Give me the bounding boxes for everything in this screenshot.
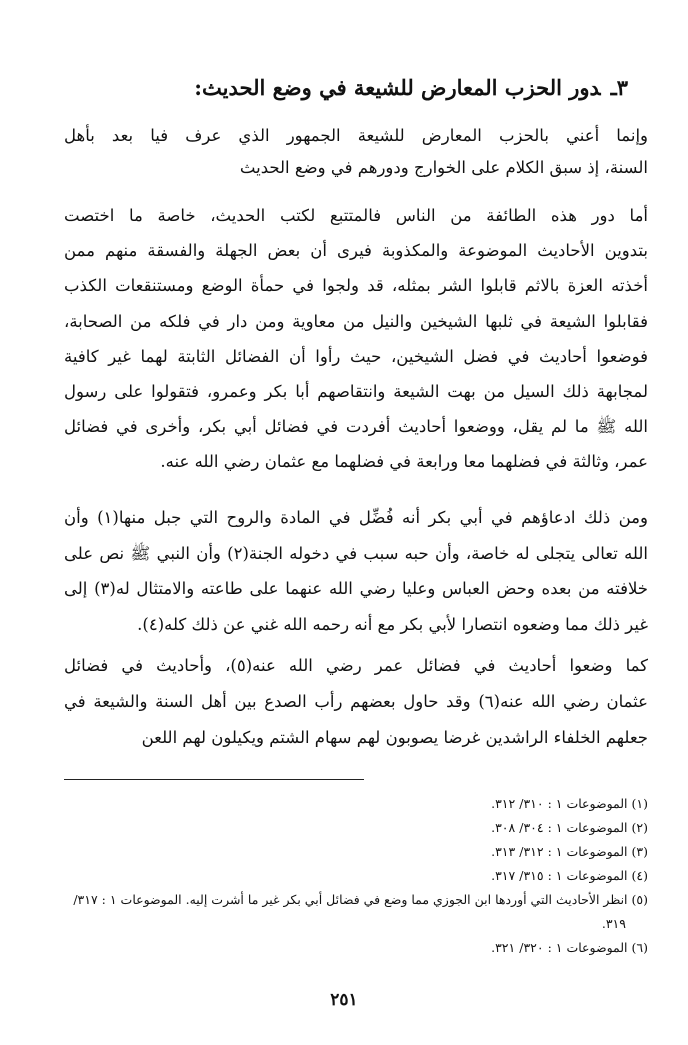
text-line: الله تعالى يتجلى له خاصة، وأن حبه سبب في دخوله الجنة(٢) وأن النبي ﷺ نص على: [64, 543, 648, 563]
text-line: السنة، إذ سبق الكلام على الخوارج ودورهم في وضع الحديث: [239, 158, 648, 177]
footnote: (٤) الموضوعات ١ : ٣١٥/ ٣١٧.: [491, 868, 648, 883]
footnote: (٣) الموضوعات ١ : ٣١٢/ ٣١٣.: [491, 844, 648, 859]
footnote: (٦) الموضوعات ١ : ٣٢٠/ ٣٢١.: [491, 940, 648, 955]
text-line: ومن ذلك ادعاؤهم في أبي بكر أنه فُضِّل في المادة والروح التي جبل منها(١) وأن: [64, 508, 648, 527]
footnote: (١) الموضوعات ١ : ٣١٠/ ٣١٢.: [491, 796, 648, 811]
text-line: خلافته من بعده وحض العباس وعليا رضي الله عنهما على طاعته والامتثال له(٣) إلى: [64, 579, 648, 598]
text-line: الله ﷺ ما لم يقل، ووضعوا أحاديث أفردت في فضائل أبي بكر، وأخرى في فضائل: [64, 417, 648, 437]
text-line: جعلهم الخلفاء الراشدين غرضا يصوبون لهم سهام الشتم ويكيلون لهم اللعن: [141, 728, 648, 747]
paragraph-1: [64, 120, 648, 184]
paragraph-3: [64, 500, 648, 642]
text-line: وإنما أعني بالحزب المعارض للشيعة الجمهور الذي عرف فيا بعد بأهل: [64, 126, 648, 145]
footnote: (٢) الموضوعات ١ : ٣٠٤/ ٣٠٨.: [491, 820, 648, 835]
paragraph-4: [64, 648, 648, 756]
text-line: أخذته العزة بالاثم قابلوا الشر بمثله، قد ولجوا في حمأة الوضع ومستنقعات الكذب: [64, 276, 648, 296]
page-number: ٢٥١: [330, 990, 358, 1010]
text-line: كما وضعوا أحاديث في فضائل عمر رضي الله عنه(٥)، وأحاديث في فضائل: [64, 656, 648, 675]
section-heading: [120, 70, 628, 106]
text-line: فوضعوا أحاديث في فضل الشيخين، حيث رأوا أن الفضائل الثابتة لهما غير كافية: [64, 346, 648, 366]
footnote-continuation: ٣١٩.: [601, 916, 626, 931]
text-line: لمجابهة ذلك السيل من بهت الشيعة وانتقاصهم أبا بكر وعمرو، فتقولوا على رسول: [64, 382, 648, 402]
text-line: أما دور هذه الطائفة من الناس فالمتتبع لكتب الحديث، خاصة ما اختصت: [64, 206, 648, 225]
paragraph-2: [64, 198, 648, 480]
footnotes: [40, 792, 648, 960]
text-line: فقابلوا الشيعة في ثلبها الشيخين والنيل من معاوية ومن دار في فلكه من الصحابة،: [64, 311, 648, 331]
text-line: عثمان رضي الله عنه(٦) وقد حاول بعضهم رأب الصدع بين أهل السنة والشيعة في: [64, 692, 648, 711]
text-line: بتدوين الأحاديث الموضوعة والمكذوبة فيرى أن بعض الجهلة والفسقة منهم ممن: [64, 241, 648, 261]
footnote: (٥) انظر الأحاديث التي أوردها ابن الجوزي مما وضع في فضائل أبي بكر غير ما أشرت إليه. الموضوعات ١ : ٣١٧/: [73, 892, 648, 907]
footnote-separator: [64, 779, 364, 780]
section-title: دور الحزب المعارض للشيعة في وضع الحديث:: [194, 75, 601, 100]
text-line: غير ذلك مما وضعوه انتصارا لأبي بكر مع أنه رحمه الله غني عن ذلك كله(٤).: [137, 614, 648, 634]
section-number: ٣ـ: [610, 75, 628, 100]
text-line: عمر، وثالثة في فضلهما معا ورابعة في فضلهما مع عثمان رضي الله عنه.: [160, 452, 648, 472]
